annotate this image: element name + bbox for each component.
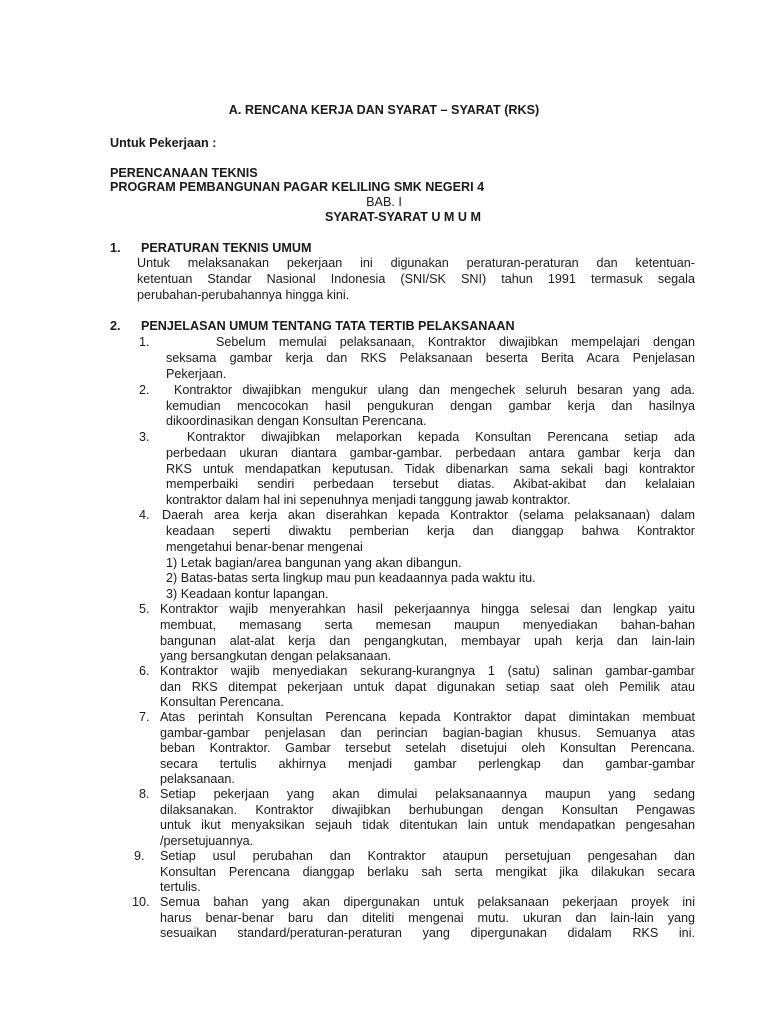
item-2-line-1: Kontraktor diwajibkan mengukur ulang dan mengechek seluruh besaran yang ada. [174,383,695,397]
item-4-line-3: mengetahui benar-benar mengenai [166,540,363,554]
item-9-line-1: Setiap usul perubahan dan Kontraktor ataupun persetujuan pengesahan dan [160,849,695,863]
item-4-line-2: keadaan seperti diwaktu pemberian kerja dan dianggap bahwa Kontraktor [166,524,695,538]
item-9-line-2: Konsultan Perencana dianggap berlaku sah serta mengikat jika dilakukan secara [160,865,695,879]
item-3-line-3: RKS untuk mendapatkan keputusan. Tidak dibenarkan sama sekali bagi kontraktor [166,462,695,476]
item-5-line-3: bangunan alat-alat kerja dan pengangkutan, membayar upah kerja dan lain-lain [160,634,695,648]
item-5-line-2: membuat, memasang serta memesan maupun menyediakan bahan-bahan [160,618,695,632]
item-8-line-3: untuk ikut menyaksikan sejauh tidak ditentukan lain untuk mendapatkan pengesahan [160,818,695,832]
item-6-line-3: Konsultan Perencana. [160,695,284,709]
item-10-line-1: Semua bahan yang akan dipergunakan untuk pelaksanaan pekerjaan proyek ini [160,895,695,909]
item-7-line-2: gambar-gambar penjelasan dan perincian bagian-bagian khusus. Semuanya atas [160,726,695,740]
item-9-line-3: tertulis. [160,880,201,894]
item-10-number: 10. [132,895,150,909]
section-1-line-2: ketentuan Standar Nasional Indonesia (SNI/SK SNI) tahun 1991 termasuk segala [137,272,695,286]
item-4-line-1: Daerah area kerja akan diserahkan kepada Kontraktor (selama pelaksanaan) dalam [162,508,695,522]
item-9-number: 9. [134,849,145,863]
item-4-sub-1: 1) Letak bagian/area bangunan yang akan dibangun. [166,556,462,570]
item-5-number: 5. [139,602,150,616]
item-1-line-2: seksama gambar kerja dan RKS Pelaksanaan beserta Berita Acara Penjelasan [166,351,695,365]
item-7-line-5: pelaksanaan. [160,772,235,786]
item-1-line-3: Pekerjaan. [166,367,227,381]
section-1-title: PERATURAN TEKNIS UMUM [141,241,312,255]
item-7-line-1: Atas perintah Konsultan Perencana kepada Kontraktor dapat dimintakan membuat [160,710,695,724]
section-1-line-3: perubahan-perubahannya hingga kini. [137,288,350,302]
untuk-pekerjaan-label: Untuk Pekerjaan : [110,136,217,150]
item-8-line-4: /persetujuannya. [160,834,254,848]
item-6-line-1: Kontraktor wajib menyediakan sekurang-kurangnya 1 (satu) salinan gambar-gambar [160,664,695,678]
chapter-number: BAB. I [366,195,402,209]
document-title: A. RENCANA KERJA DAN SYARAT – SYARAT (RKS) [228,103,540,117]
item-5-line-4: yang bersangkutan dengan pelaksanaan. [160,649,392,663]
item-3-line-2: perbedaan ukuran diantara gambar-gambar. perbedaan antara gambar kerja dan [166,446,695,460]
item-8-number: 8. [139,787,150,801]
project-line-2: PROGRAM PEMBANGUNAN PAGAR KELILING SMK NEGERI 4 [110,180,485,194]
item-2-number: 2. [139,383,150,397]
section-2-title: PENJELASAN UMUM TENTANG TATA TERTIB PELAKSANAAN [141,319,515,333]
item-4-sub-3: 3) Keadaan kontur lapangan. [166,587,329,601]
item-5-line-1: Kontraktor wajib menyerahkan hasil pekerjaannya hingga selesai dan lengkap yaitu [160,602,695,616]
item-3-line-5: kontraktor dalam hal ini sepenuhnya menjadi tanggung jawab kontraktor. [166,493,571,507]
item-6-line-2: dan RKS ditempat pekerjaan untuk dapat digunakan setiap saat oleh Pemilik atau [160,680,695,694]
item-2-line-3: dikoordinasikan dengan Konsultan Perencana. [166,414,427,428]
chapter-title: SYARAT-SYARAT U M U M [324,210,482,224]
item-6-number: 6. [139,664,150,678]
item-8-line-2: dilaksanakan. Kontraktor diwajibkan berhubungan dengan Konsultan Pengawas [160,803,695,817]
item-10-line-2: harus benar-benar baru dan diteliti mengenai mutu. ukuran dan lain-lain yang [160,911,695,925]
item-3-line-1: Kontraktor diwajibkan melaporkan kepada Konsultan Perencana setiap ada [187,430,695,444]
section-2-number: 2. [110,319,121,333]
item-7-line-3: beban Kontraktor. Gambar tersebut setelah disetujui oleh Konsultan Perencana. [160,741,695,755]
project-line-1: PERENCANAAN TEKNIS [110,166,258,180]
item-3-number: 3. [139,430,150,444]
item-1-line-1: Sebelum memulai pelaksanaan, Kontraktor diwajibkan mempelajari dengan [216,335,695,349]
section-1-line-1: Untuk melaksanakan pekerjaan ini digunakan peraturan-peraturan dan ketentuan- [137,256,695,270]
item-4-sub-2: 2) Batas-batas serta lingkup mau pun keadaannya pada waktu itu. [166,571,536,585]
item-2-line-2: kemudian mencocokan hasil pengukuran dengan gambar kerja dan hasilnya [166,399,695,413]
item-7-line-4: secara tertulis akhirnya menjadi gambar perlengkap dan gambar-gambar [160,757,695,771]
item-1-number: 1. [139,335,150,349]
item-3-line-4: memperbaiki sendiri perbedaan tersebut diatas. Akibat-akibat dan kelalaian [166,477,695,491]
item-4-number: 4. [139,508,150,522]
item-10-line-3: sesuaikan standard/peraturan-peraturan yang dipergunakan didalam RKS ini. [160,926,695,940]
item-8-line-1: Setiap pekerjaan yang akan dimulai pelaksanaannya maupun yang sedang [160,787,695,801]
section-1-number: 1. [110,241,121,255]
item-7-number: 7. [139,710,150,724]
